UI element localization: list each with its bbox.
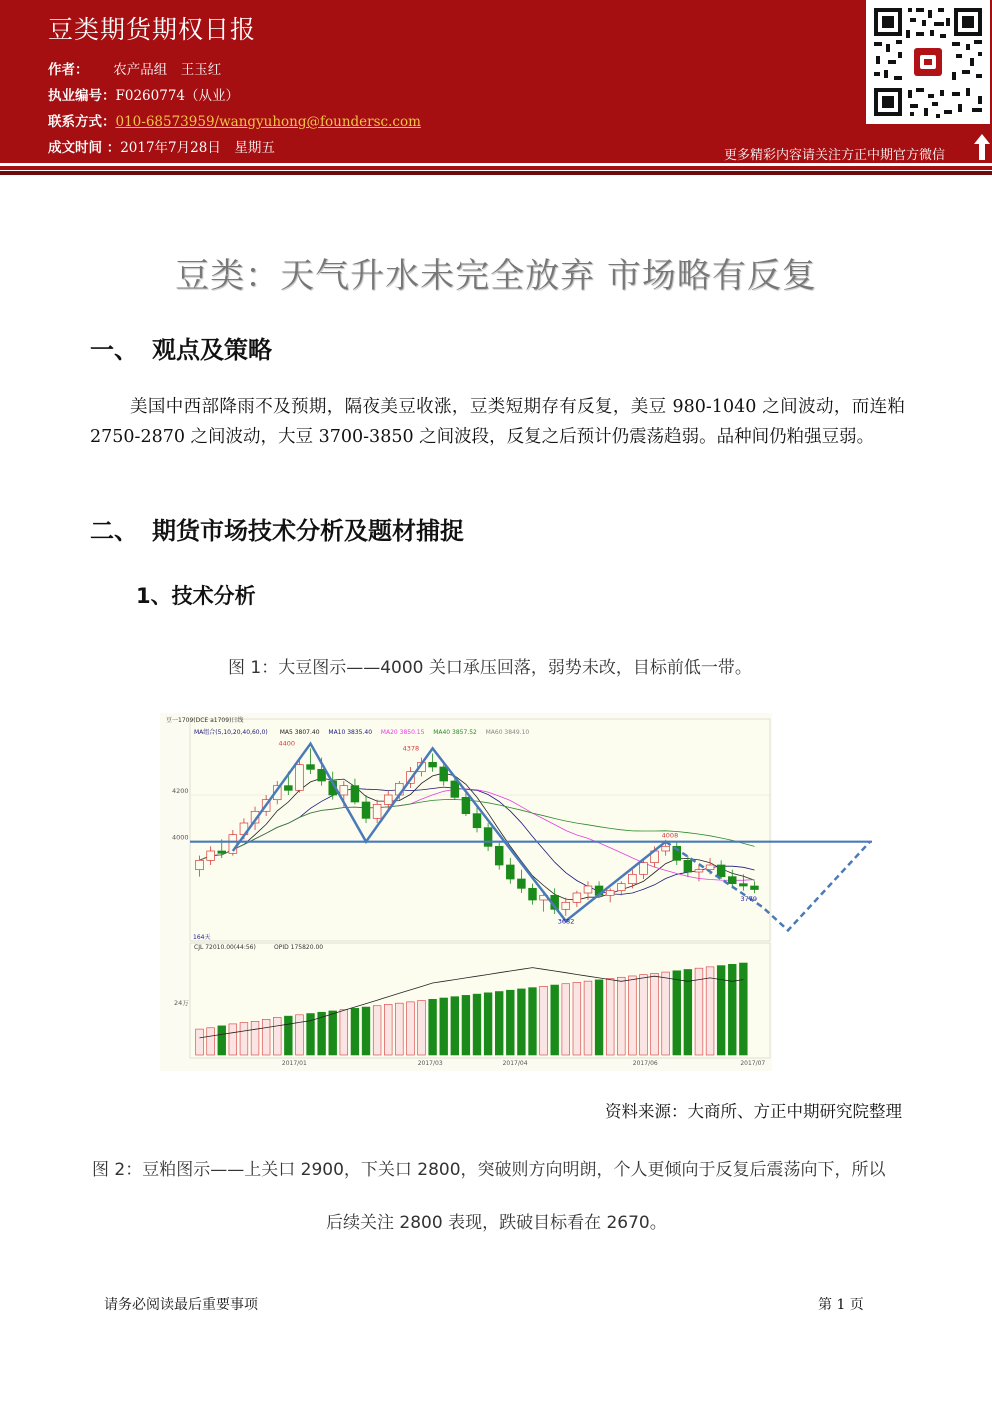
volume-bar (651, 973, 659, 1055)
last-low-label: 3779 (740, 895, 757, 904)
x-tick-label: 2017/01 (281, 1060, 307, 1067)
candle (684, 860, 692, 872)
strategy-paragraph: 美国中西部降雨不及预期，隔夜美豆收涨，豆类短期存有反复，美豆 980-1040 之间波动，而连粕 2750-2870 之间波动，大豆 3700-3850 之间波段，反复之后预计仍震荡趋弱。品种间仍粕强豆弱。 (90, 397, 905, 447)
volume-bar (373, 1006, 381, 1055)
candle (662, 846, 670, 851)
soybean-chart (160, 713, 880, 1071)
volume-bar (573, 982, 581, 1055)
follow-wechat-text: 更多精彩内容请关注方正中期官方微信 (724, 148, 946, 163)
contact-line (48, 110, 421, 130)
date-line (48, 136, 275, 156)
x-tick-label: 2017/04 (502, 1060, 528, 1067)
ma-legend-item: MA组合(5,10,20,40,60,0) (194, 729, 268, 736)
main-title: 豆类：天气升水未完全放弃 市场略有反复 (175, 256, 817, 296)
license-line (48, 84, 239, 104)
volume-bar (540, 986, 548, 1055)
volume-bar (251, 1021, 259, 1055)
candle (351, 786, 359, 802)
volume-bar (351, 1008, 359, 1055)
candle (340, 786, 348, 795)
contact-label: 联系方式： (48, 114, 116, 130)
volume-bar (640, 975, 648, 1055)
volume-bar (273, 1017, 281, 1055)
volume-bar (284, 1016, 292, 1055)
section-number: 一、 (90, 336, 138, 364)
candle (296, 765, 304, 791)
candle (606, 891, 614, 896)
ma-legend-item: MA5 3807.40 (279, 729, 320, 736)
section-heading-strategy (90, 330, 272, 365)
ma-legend-item: MA40 3857.52 (433, 729, 477, 736)
up-arrow-icon (974, 134, 990, 160)
report-title: 豆类期货期权日报 (48, 15, 257, 44)
volume-bar (706, 967, 714, 1055)
volume-bar (262, 1019, 270, 1055)
candle (562, 902, 570, 909)
volume-bar (628, 976, 636, 1055)
volume-tick: 24万 (174, 999, 189, 1007)
section-title: 期货市场技术分析及题材捕捉 (152, 517, 464, 545)
candle (462, 797, 470, 813)
volume-bar (595, 980, 603, 1055)
x-tick-label: 2017/07 (740, 1060, 766, 1067)
candle (207, 851, 215, 860)
candle (473, 814, 481, 828)
y-tick-label: 4000 (172, 833, 189, 842)
candle (751, 886, 759, 890)
volume-bar (451, 997, 459, 1055)
volume-bar (473, 994, 481, 1055)
volume-bar (484, 993, 492, 1055)
figure1-source: 资料来源：大商所、方正中期研究院整理 (605, 1102, 902, 1121)
candle (584, 886, 592, 893)
candle (307, 765, 315, 770)
volume-bar (728, 964, 736, 1055)
candle (628, 874, 636, 883)
volume-bar (673, 971, 681, 1055)
header-divider (0, 166, 992, 175)
date-label: 成文时间 ： (48, 140, 121, 156)
ma-legend-item: MA10 3835.40 (328, 729, 373, 736)
volume-bar (218, 1026, 226, 1055)
price-panel (190, 719, 770, 941)
candle (318, 769, 326, 781)
volume-bar (229, 1024, 237, 1055)
section-title: 观点及策略 (152, 336, 272, 364)
volume-bar (662, 972, 670, 1055)
volume-bar (384, 1004, 392, 1055)
author-label: 作者： (48, 62, 89, 78)
date-value: 2017年7月28日 星期五 (120, 140, 275, 156)
low1-label: 3682 (557, 917, 575, 926)
volume-bar (407, 1002, 415, 1055)
volume-bar (240, 1023, 248, 1055)
oi-legend: OPID 175820.00 (274, 944, 324, 951)
volume-bar (395, 1003, 403, 1055)
candle (284, 786, 292, 791)
candle (717, 865, 725, 877)
candle (429, 762, 437, 767)
ma-legend-item: MA60 3849.10 (485, 729, 530, 736)
volume-legend: CJL 72010.00(44:56) (194, 944, 256, 951)
volume-bar (207, 1028, 215, 1055)
volume-bar (340, 1010, 348, 1055)
ma-legend-item: MA20 3850.15 (380, 729, 425, 736)
volume-bar (429, 999, 437, 1055)
volume-bar (739, 963, 747, 1055)
figure2-caption-line1: 图 2：豆粕图示——上关口 2900，下关口 2800，突破则方向明朗，个人更倾向于反复后震荡向下，所以 (92, 1160, 886, 1180)
candle (640, 863, 648, 875)
license-value: F0260774（从业） (115, 88, 239, 104)
volume-bar (695, 968, 703, 1055)
candle (506, 865, 514, 879)
volume-bar (196, 1029, 204, 1055)
y-tick-label: 4200 (172, 787, 189, 795)
candle (373, 804, 381, 818)
qr-code-image[interactable] (866, 0, 990, 124)
candle (218, 851, 226, 853)
volume-bar (495, 992, 503, 1055)
figure1-caption: 图 1：大豆图示——4000 关口承压回落，弱势未改，目标前低一带。 (228, 658, 752, 678)
candle (728, 877, 736, 884)
footer-page-number: 第 1 页 (818, 1297, 864, 1313)
footer-notice: 请务必阅读最后重要事项 (104, 1297, 258, 1313)
candle (484, 828, 492, 847)
high1-label: 4400 (278, 739, 296, 748)
volume-bar (318, 1012, 326, 1055)
volume-bar (584, 981, 592, 1055)
subsection-technical-analysis: 1、技术分析 (136, 584, 256, 608)
volume-bar (684, 969, 692, 1055)
candle (573, 893, 581, 902)
volume-bar (440, 998, 448, 1055)
candle (529, 888, 537, 900)
x-tick-label: 2017/03 (417, 1060, 443, 1067)
volume-bar (462, 995, 470, 1055)
high2-label: 4378 (402, 744, 420, 753)
section-number: 二、 (90, 517, 138, 545)
x-tick-label: 2017/06 (632, 1060, 658, 1067)
volume-bar (518, 989, 526, 1055)
volume-bar (562, 984, 570, 1055)
report-header (0, 0, 992, 163)
volume-bar (362, 1007, 370, 1055)
section-heading-technical (90, 511, 464, 546)
volume-bar (418, 1001, 426, 1055)
figure2-caption-line2: 后续关注 2800 表现，跌破目标看在 2670。 (326, 1213, 667, 1233)
bar-count-label: 164天 (193, 934, 211, 941)
candle (451, 781, 459, 797)
chart-svg (160, 713, 880, 1071)
candle (739, 884, 747, 886)
candle (518, 879, 526, 888)
volume-bar (296, 1015, 304, 1055)
candle (440, 767, 448, 781)
candle (362, 802, 370, 818)
volume-bar (606, 979, 614, 1055)
candle (706, 865, 714, 870)
candle (695, 870, 703, 872)
volume-bar (329, 1011, 337, 1055)
volume-bar (506, 990, 514, 1055)
chart-title: 豆一1709(DCE a1709)日线 (166, 717, 244, 724)
volume-bar (551, 985, 559, 1055)
author-line (48, 58, 221, 78)
volume-bar (529, 988, 537, 1055)
candle (495, 846, 503, 865)
candle (384, 795, 392, 804)
license-label: 执业编号： (48, 88, 116, 104)
author-value: 农产品组 王玉红 (113, 62, 222, 78)
candle (617, 884, 625, 891)
contact-link[interactable]: 010-68573959/wangyuhong@foundersc.com (115, 114, 421, 130)
volume-bar (617, 977, 625, 1055)
candle (196, 860, 204, 869)
high3-label: 4008 (661, 831, 679, 840)
